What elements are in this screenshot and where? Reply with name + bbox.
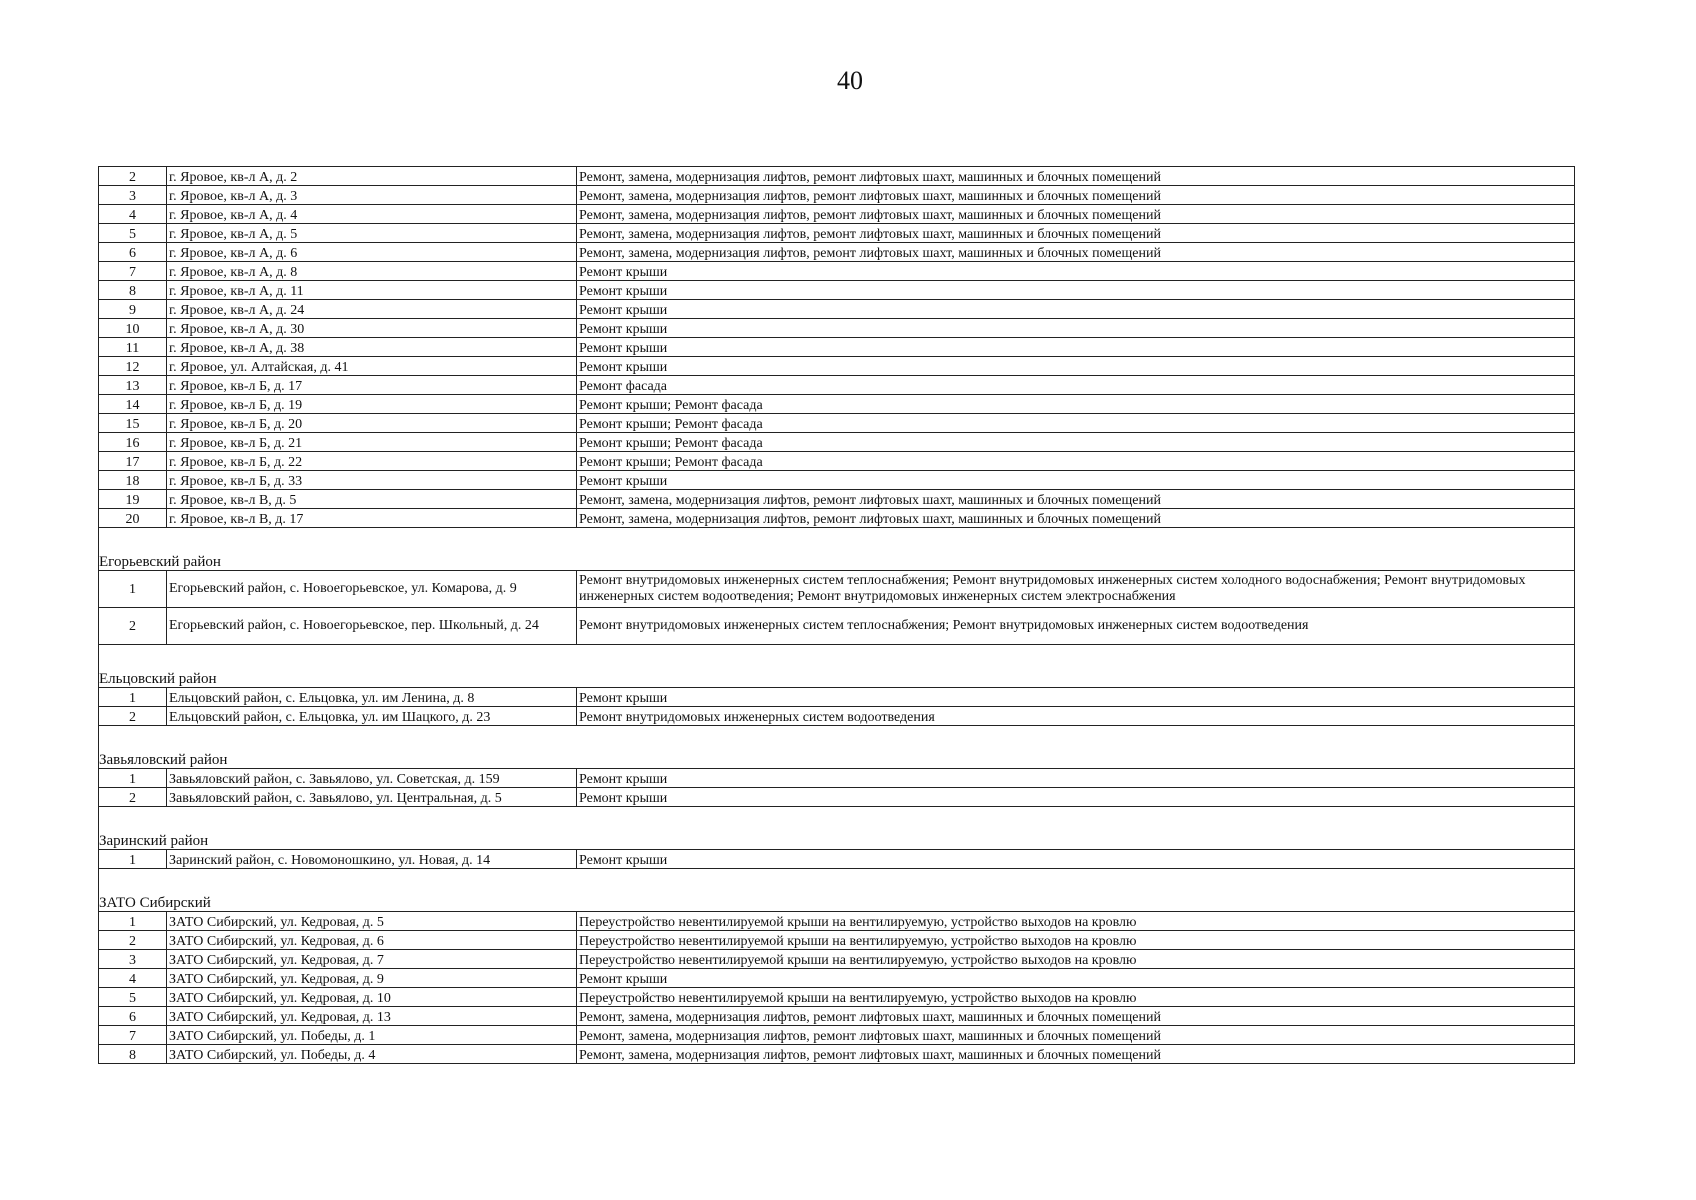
row-number: 15 <box>99 414 167 433</box>
table-row <box>99 433 1575 452</box>
row-address: г. Яровое, кв-л А, д. 8 <box>167 262 577 281</box>
row-address: г. Яровое, кв-л Б, д. 33 <box>167 471 577 490</box>
row-work-type: Ремонт, замена, модернизация лифтов, ремонт лифтовых шахт, машинных и блочных помещений <box>577 243 1575 262</box>
row-number: 16 <box>99 433 167 452</box>
district-header-row <box>99 748 1575 769</box>
row-work-type: Ремонт, замена, модернизация лифтов, ремонт лифтовых шахт, машинных и блочных помещений <box>577 186 1575 205</box>
row-work-type: Ремонт крыши <box>577 688 1575 707</box>
row-work-type: Ремонт крыши <box>577 281 1575 300</box>
row-work-type: Ремонт, замена, модернизация лифтов, ремонт лифтовых шахт, машинных и блочных помещений <box>577 1045 1575 1064</box>
row-number: 1 <box>99 688 167 707</box>
row-address: г. Яровое, кв-л А, д. 6 <box>167 243 577 262</box>
row-number: 9 <box>99 300 167 319</box>
row-number: 3 <box>99 950 167 969</box>
table-row <box>99 950 1575 969</box>
row-work-type: Ремонт крыши; Ремонт фасада <box>577 433 1575 452</box>
row-number: 1 <box>99 769 167 788</box>
table-row <box>99 509 1575 528</box>
row-number: 2 <box>99 788 167 807</box>
row-work-type: Ремонт крыши <box>577 338 1575 357</box>
row-number: 6 <box>99 1007 167 1026</box>
row-number: 19 <box>99 490 167 509</box>
row-work-type: Ремонт, замена, модернизация лифтов, ремонт лифтовых шахт, машинных и блочных помещений <box>577 1007 1575 1026</box>
row-address: г. Яровое, кв-л А, д. 38 <box>167 338 577 357</box>
row-work-type: Ремонт крыши <box>577 850 1575 869</box>
table-row <box>99 205 1575 224</box>
row-address: г. Яровое, кв-л А, д. 11 <box>167 281 577 300</box>
row-work-type: Переустройство невентилируемой крыши на вентилируемую, устройство выходов на кровлю <box>577 912 1575 931</box>
row-work-type: Ремонт крыши <box>577 357 1575 376</box>
row-number: 5 <box>99 224 167 243</box>
row-address: ЗАТО Сибирский, ул. Кедровая, д. 5 <box>167 912 577 931</box>
table-row <box>99 167 1575 186</box>
row-work-type: Ремонт, замена, модернизация лифтов, ремонт лифтовых шахт, машинных и блочных помещений <box>577 224 1575 243</box>
row-work-type: Переустройство невентилируемой крыши на вентилируемую, устройство выходов на кровлю <box>577 988 1575 1007</box>
district-name: Егорьевский район <box>99 550 1575 571</box>
row-address: Завьяловский район, с. Завьялово, ул. Центральная, д. 5 <box>167 788 577 807</box>
row-address: г. Яровое, кв-л Б, д. 17 <box>167 376 577 395</box>
table-row <box>99 338 1575 357</box>
row-number: 4 <box>99 969 167 988</box>
repair-schedule-table <box>98 166 1575 1064</box>
row-number: 2 <box>99 707 167 726</box>
spacer-cell <box>99 726 1575 749</box>
table-row <box>99 931 1575 950</box>
table-row <box>99 490 1575 509</box>
table-row <box>99 707 1575 726</box>
section-spacer <box>99 528 1575 551</box>
section-spacer <box>99 726 1575 749</box>
table-row <box>99 912 1575 931</box>
row-address: Заринский район, с. Новомоношкино, ул. Новая, д. 14 <box>167 850 577 869</box>
row-address: ЗАТО Сибирский, ул. Победы, д. 1 <box>167 1026 577 1045</box>
row-work-type: Ремонт, замена, модернизация лифтов, ремонт лифтовых шахт, машинных и блочных помещений <box>577 509 1575 528</box>
row-number: 1 <box>99 850 167 869</box>
row-work-type: Ремонт крыши; Ремонт фасада <box>577 414 1575 433</box>
row-work-type: Ремонт крыши <box>577 969 1575 988</box>
table-row <box>99 186 1575 205</box>
row-number: 7 <box>99 262 167 281</box>
row-address: г. Яровое, кв-л А, д. 30 <box>167 319 577 338</box>
row-work-type: Ремонт, замена, модернизация лифтов, ремонт лифтовых шахт, машинных и блочных помещений <box>577 167 1575 186</box>
table-row <box>99 262 1575 281</box>
table-row <box>99 1026 1575 1045</box>
row-work-type: Ремонт крыши <box>577 769 1575 788</box>
table-row <box>99 224 1575 243</box>
row-work-type: Ремонт, замена, модернизация лифтов, ремонт лифтовых шахт, машинных и блочных помещений <box>577 490 1575 509</box>
row-number: 5 <box>99 988 167 1007</box>
spacer-cell <box>99 869 1575 892</box>
district-name: Заринский район <box>99 829 1575 850</box>
row-number: 20 <box>99 509 167 528</box>
row-work-type: Переустройство невентилируемой крыши на вентилируемую, устройство выходов на кровлю <box>577 931 1575 950</box>
district-header-row <box>99 667 1575 688</box>
row-work-type: Ремонт крыши <box>577 300 1575 319</box>
district-name: Ельцовский район <box>99 667 1575 688</box>
row-address: г. Яровое, кв-л А, д. 2 <box>167 167 577 186</box>
table-body <box>99 167 1575 1064</box>
row-number: 13 <box>99 376 167 395</box>
table-row <box>99 571 1575 608</box>
row-number: 4 <box>99 205 167 224</box>
row-work-type: Ремонт, замена, модернизация лифтов, ремонт лифтовых шахт, машинных и блочных помещений <box>577 1026 1575 1045</box>
row-number: 6 <box>99 243 167 262</box>
district-header-row <box>99 829 1575 850</box>
row-address: Завьяловский район, с. Завьялово, ул. Советская, д. 159 <box>167 769 577 788</box>
row-work-type: Ремонт крыши <box>577 319 1575 338</box>
row-number: 1 <box>99 912 167 931</box>
row-address: ЗАТО Сибирский, ул. Кедровая, д. 13 <box>167 1007 577 1026</box>
table-row <box>99 395 1575 414</box>
row-address: г. Яровое, кв-л Б, д. 22 <box>167 452 577 471</box>
table-row <box>99 1007 1575 1026</box>
table-row <box>99 376 1575 395</box>
row-number: 17 <box>99 452 167 471</box>
row-work-type: Ремонт крыши <box>577 788 1575 807</box>
row-address: г. Яровое, кв-л А, д. 4 <box>167 205 577 224</box>
table-row <box>99 769 1575 788</box>
table-row <box>99 357 1575 376</box>
table-row <box>99 281 1575 300</box>
spacer-cell <box>99 528 1575 551</box>
table-row <box>99 850 1575 869</box>
row-address: г. Яровое, кв-л А, д. 24 <box>167 300 577 319</box>
table-row <box>99 988 1575 1007</box>
section-spacer <box>99 869 1575 892</box>
row-address: г. Яровое, кв-л А, д. 5 <box>167 224 577 243</box>
row-work-type: Переустройство невентилируемой крыши на вентилируемую, устройство выходов на кровлю <box>577 950 1575 969</box>
row-address: ЗАТО Сибирский, ул. Победы, д. 4 <box>167 1045 577 1064</box>
row-number: 2 <box>99 931 167 950</box>
row-address: ЗАТО Сибирский, ул. Кедровая, д. 7 <box>167 950 577 969</box>
row-work-type: Ремонт крыши; Ремонт фасада <box>577 452 1575 471</box>
row-address: Ельцовский район, с. Ельцовка, ул. им Ленина, д. 8 <box>167 688 577 707</box>
table-row <box>99 452 1575 471</box>
row-address: Егорьевский район, с. Новоегорьевское, ул. Комарова, д. 9 <box>167 571 577 608</box>
row-address: г. Яровое, кв-л Б, д. 21 <box>167 433 577 452</box>
row-number: 2 <box>99 608 167 645</box>
row-number: 8 <box>99 281 167 300</box>
table-row <box>99 969 1575 988</box>
table-row <box>99 1045 1575 1064</box>
row-number: 14 <box>99 395 167 414</box>
row-work-type: Ремонт внутридомовых инженерных систем теплоснабжения; Ремонт внутридомовых инженерных систем холодного водоснабжения; Ремонт внутридомовых инженерных систем водоотведения; Ремонт внутридомовых инженерных систем электроснабжения <box>577 571 1575 608</box>
table-row <box>99 300 1575 319</box>
row-address: г. Яровое, ул. Алтайская, д. 41 <box>167 357 577 376</box>
row-address: г. Яровое, кв-л Б, д. 20 <box>167 414 577 433</box>
row-number: 3 <box>99 186 167 205</box>
row-address: ЗАТО Сибирский, ул. Кедровая, д. 9 <box>167 969 577 988</box>
row-work-type: Ремонт, замена, модернизация лифтов, ремонт лифтовых шахт, машинных и блочных помещений <box>577 205 1575 224</box>
row-address: г. Яровое, кв-л В, д. 5 <box>167 490 577 509</box>
row-number: 8 <box>99 1045 167 1064</box>
row-number: 11 <box>99 338 167 357</box>
section-spacer <box>99 645 1575 668</box>
row-address: ЗАТО Сибирский, ул. Кедровая, д. 6 <box>167 931 577 950</box>
page-number: 40 <box>837 66 863 95</box>
row-address: г. Яровое, кв-л Б, д. 19 <box>167 395 577 414</box>
district-header-row <box>99 550 1575 571</box>
row-work-type: Ремонт крыши; Ремонт фасада <box>577 395 1575 414</box>
district-name: ЗАТО Сибирский <box>99 891 1575 912</box>
row-address: Ельцовский район, с. Ельцовка, ул. им Шацкого, д. 23 <box>167 707 577 726</box>
row-address: ЗАТО Сибирский, ул. Кедровая, д. 10 <box>167 988 577 1007</box>
row-work-type: Ремонт внутридомовых инженерных систем теплоснабжения; Ремонт внутридомовых инженерных систем водоотведения <box>577 608 1575 645</box>
row-number: 10 <box>99 319 167 338</box>
row-work-type: Ремонт фасада <box>577 376 1575 395</box>
table-row <box>99 608 1575 645</box>
row-number: 1 <box>99 571 167 608</box>
row-address: г. Яровое, кв-л В, д. 17 <box>167 509 577 528</box>
table-row <box>99 319 1575 338</box>
row-number: 18 <box>99 471 167 490</box>
row-number: 7 <box>99 1026 167 1045</box>
spacer-cell <box>99 807 1575 830</box>
district-name: Завьяловский район <box>99 748 1575 769</box>
row-number: 12 <box>99 357 167 376</box>
row-number: 2 <box>99 167 167 186</box>
table-row <box>99 414 1575 433</box>
row-address: г. Яровое, кв-л А, д. 3 <box>167 186 577 205</box>
row-work-type: Ремонт крыши <box>577 262 1575 281</box>
spacer-cell <box>99 645 1575 668</box>
district-header-row <box>99 891 1575 912</box>
row-address: Егорьевский район, с. Новоегорьевское, пер. Школьный, д. 24 <box>167 608 577 645</box>
section-spacer <box>99 807 1575 830</box>
row-work-type: Ремонт внутридомовых инженерных систем водоотведения <box>577 707 1575 726</box>
table-row <box>99 471 1575 490</box>
table-row <box>99 243 1575 262</box>
row-work-type: Ремонт крыши <box>577 471 1575 490</box>
table-row <box>99 688 1575 707</box>
table-row <box>99 788 1575 807</box>
